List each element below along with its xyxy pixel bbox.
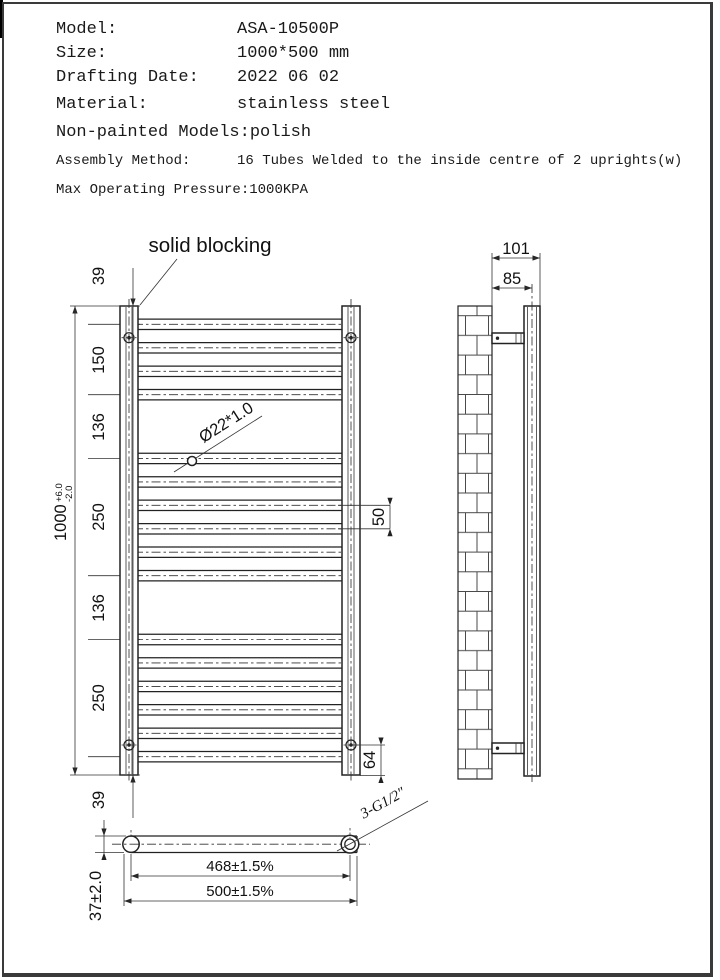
dim-136-upper: 136 <box>90 413 108 441</box>
side-view <box>458 240 540 782</box>
solid-blocking-callout <box>140 234 272 305</box>
dim-250-upper: 250 <box>90 503 108 531</box>
dim-64: 64 <box>361 750 379 770</box>
spec-value: polish <box>249 123 312 142</box>
spec-label: Material: <box>56 95 148 114</box>
spec-value: 1000*500 mm <box>237 44 350 63</box>
spec-value: ASA-10500P <box>237 20 340 39</box>
spec-label: Non-painted Models: <box>56 123 250 142</box>
wall-bracket-top <box>492 333 524 344</box>
overall-height-tol-plus: +6.0 <box>54 483 65 502</box>
left-upright <box>120 299 138 782</box>
thickness-dimension-37 <box>87 820 126 921</box>
dim-50: 50 <box>370 507 388 527</box>
dim-39-bottom: 39 <box>90 790 108 810</box>
right-upright <box>342 299 360 782</box>
overall-height-tol-minus: -2.0 <box>64 485 75 502</box>
dim-136-lower: 136 <box>90 594 108 622</box>
tube-diameter-callout <box>174 399 262 472</box>
dim-85: 85 <box>502 270 522 288</box>
fitting-callout-label: 3-G1/2″ <box>357 784 409 823</box>
dim-37: 37±2.0 <box>87 870 105 922</box>
spec-value: 1000KPA <box>249 182 309 198</box>
wall-bracket-bottom <box>492 743 524 754</box>
spec-label: Model: <box>56 20 118 39</box>
spec-label: Max Operating Pressure: <box>56 182 250 198</box>
spec-value: 16 Tubes Welded to the inside centre of 2 uprights(w) <box>237 153 683 169</box>
spec-value: stainless steel <box>237 95 391 114</box>
radiator-side-profile <box>524 284 540 782</box>
dim-500: 500±1.5% <box>206 883 274 900</box>
tube-diameter-label: Ø22*1.0 <box>195 398 257 447</box>
spec-label: Drafting Date: <box>56 68 199 87</box>
bottom-bar <box>112 828 370 853</box>
dim-101: 101 <box>502 240 530 258</box>
tube-callout-marker <box>188 457 197 466</box>
spec-value: 2022 06 02 <box>237 68 340 87</box>
depth-dimension-85 <box>492 270 532 288</box>
spec-label: Assembly Method: <box>56 153 191 169</box>
overall-height-value: 1000 <box>52 504 70 541</box>
dim-150: 150 <box>90 346 108 374</box>
spec-label: Size: <box>56 44 108 63</box>
bottom-view <box>87 784 428 921</box>
dim-39-top: 39 <box>90 266 108 286</box>
dim-468: 468±1.5% <box>206 858 274 875</box>
solid-blocking-label: solid blocking <box>148 234 272 257</box>
centres-dimension-468 <box>131 854 350 881</box>
dim-250-lower: 250 <box>90 684 108 712</box>
brick-wall-section <box>458 306 492 779</box>
